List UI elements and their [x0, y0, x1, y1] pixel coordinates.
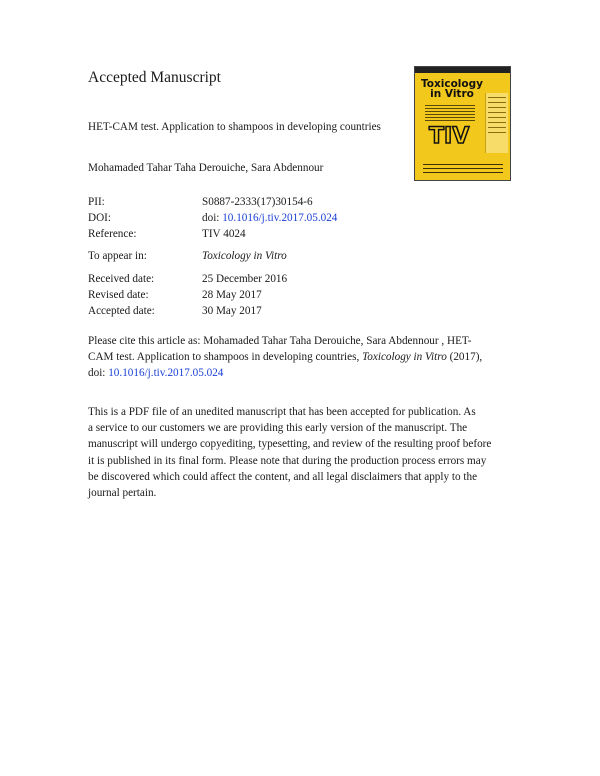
citation-line-2-text: CAM test. Application to shampoos in developing countries,: [88, 351, 363, 364]
disclaimer-line: it is published in its final form. Please note that during the production process errors may: [88, 454, 487, 467]
doi-prefix: doi:: [202, 212, 220, 224]
reference-label: Reference:: [88, 228, 137, 240]
accepted-value: 30 May 2017: [202, 305, 262, 317]
disclaimer-line: journal pertain.: [88, 487, 157, 500]
citation-line-1: Please cite this article as: Mohamaded Tahar Taha Derouiche, Sara Abdennour , HET-: [88, 335, 472, 347]
cover-bottom-text: [419, 161, 507, 176]
disclaimer-line: a service to our customers we are providing this early version of the manuscript. The: [88, 422, 468, 435]
citation-doi-prefix: doi:: [88, 367, 109, 380]
journal-cover-image: [414, 66, 511, 181]
citation-year: (2017),: [446, 351, 483, 364]
disclaimer-paragraph: [88, 404, 512, 501]
cover-logo: TIV: [429, 124, 470, 149]
cover-side-column: [485, 93, 508, 153]
received-value: 25 December 2016: [202, 273, 288, 285]
appear-value: Toxicology in Vitro: [202, 250, 287, 262]
pii-label: PII:: [88, 196, 105, 208]
cover-fine-print: [419, 103, 481, 123]
revised-value: 28 May 2017: [202, 289, 262, 301]
citation-line-3: [88, 365, 512, 381]
citation-line-2: [88, 349, 512, 365]
page-heading: Accepted Manuscript: [88, 69, 221, 86]
disclaimer-line: manuscript will undergo copyediting, typesetting, and review of the resulting proof before: [88, 438, 492, 451]
cover-title: Toxicology in Vitro: [421, 78, 483, 100]
disclaimer-line: be discovered which could affect the content, and all legal disclaimers that apply to the: [88, 470, 478, 483]
appear-label: To appear in:: [88, 250, 147, 262]
authors: Mohamaded Tahar Taha Derouiche, Sara Abdennour: [88, 162, 324, 174]
reference-value: TIV 4024: [202, 228, 246, 240]
citation-journal: Toxicology in Vitro: [362, 351, 447, 364]
disclaimer-line: This is a PDF file of an unedited manuscript that has been accepted for publication. As: [88, 406, 476, 418]
revised-label: Revised date:: [88, 289, 149, 301]
doi-label: DOI:: [88, 212, 111, 224]
received-label: Received date:: [88, 273, 155, 285]
cover-top-bar: [415, 67, 510, 73]
citation-paragraph: [88, 333, 512, 382]
accepted-label: Accepted date:: [88, 305, 155, 317]
doi-value: [202, 212, 337, 224]
doi-link[interactable]: 10.1016/j.tiv.2017.05.024: [222, 212, 338, 224]
article-title: HET-CAM test. Application to shampoos in developing countries: [88, 121, 381, 133]
citation-doi-link[interactable]: 10.1016/j.tiv.2017.05.024: [108, 367, 224, 380]
pii-value: S0887-2333(17)30154-6: [202, 196, 313, 208]
